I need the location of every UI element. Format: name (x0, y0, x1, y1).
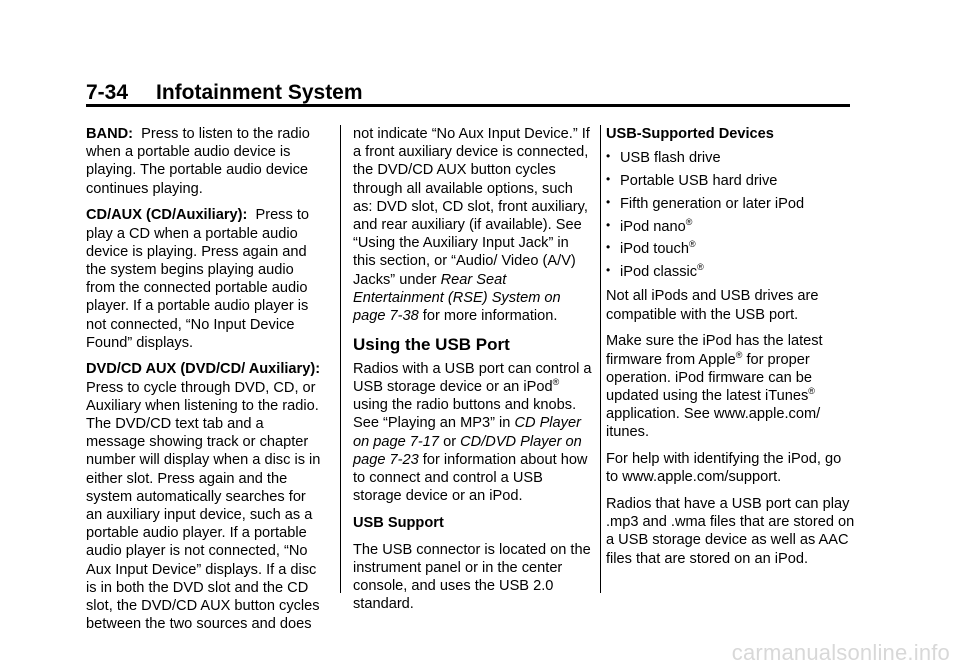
bullet-icon: • (606, 194, 611, 209)
dvd-text: Press to cycle through DVD, CD, or Auxiliary when listening to the radio. The DVD/CD text tab and a message showing track or chapter number will display when a disc is in either slot. Press again and the system automatically searches for an auxiliary input device, such as a portable audio player. If a portable audio player is not connected, “No Aux Input Device” displays. If a disc is in both the DVD slot and the CD slot, the DVD/CD AUX button cycles between the two sources and does (86, 379, 321, 633)
list-item-text: Portable USB hard drive (620, 173, 778, 189)
continued-paragraph (353, 125, 593, 325)
cdaux-label: CD/AUX (CD/Auxiliary): (86, 207, 248, 224)
continued-text: not indicate “No Aux Input Device.” If a front auxiliary device is connected, the DVD/CD AUX button cycles through all available options, such as: DVD slot, CD slot, front auxiliary, and rear auxiliary (if available). See “Using the Auxiliary Input Jack” in this section, or “Audio/ Video (A/V) Jacks” under (353, 126, 590, 288)
list-item (606, 240, 856, 258)
column-1 (86, 125, 326, 642)
dvd-paragraph (86, 360, 326, 633)
registered-mark: ® (685, 216, 693, 227)
usb-support-heading: USB Support (353, 514, 444, 531)
usb-or: or (443, 433, 457, 450)
firmware-text-a: Make sure the iPod has the latest firmware from Apple (606, 333, 823, 368)
usb-devices-list (606, 149, 856, 281)
cdaux-text: Press to play a CD when a portable audio device is playing. Press again and the system begins playing audio from the connected portable audio player. If a portable audio player is not connected, “No Input Device Found” displays. (86, 207, 309, 351)
column-2 (353, 125, 593, 622)
registered-mark: ® (688, 239, 696, 250)
usb-text-a: Radios with a USB port can control a USB storage device or an iPod (353, 360, 592, 395)
page-header (86, 80, 850, 106)
bullet-icon: • (606, 217, 611, 232)
page-number: 7-34 (86, 81, 129, 104)
usb-port-heading: Using the USB Port (353, 334, 510, 354)
usb-support-paragraph: The USB connector is located on the instrument panel or in the center console, and uses the USB 2.0 standard. (353, 541, 591, 613)
registered-mark: ® (552, 376, 560, 387)
watermark: carmanualsonline.info (731, 640, 950, 665)
column-divider-2 (600, 125, 601, 593)
continued-text-end: for more information. (422, 308, 558, 325)
cdaux-paragraph (86, 206, 326, 352)
bullet-icon: • (606, 149, 611, 164)
bullet-icon: • (606, 240, 611, 255)
list-item-text: iPod touch (620, 241, 689, 258)
firmware-paragraph (606, 332, 856, 441)
band-paragraph (86, 125, 326, 198)
cd-player-reference-link[interactable]: CD Player on page 7-17 (353, 415, 581, 450)
usb-devices-heading: USB-Supported Devices (606, 126, 774, 142)
firmware-text-c: application. See www.apple.com/ itunes. (606, 406, 821, 441)
list-item-text: iPod classic (620, 264, 698, 281)
registered-mark: ® (697, 262, 704, 273)
column-divider-1 (340, 125, 341, 593)
section-title: Infotainment System (156, 81, 363, 104)
firmware-text-b: for proper operation. iPod firmware can be updated using the latest iTunes (606, 351, 813, 404)
list-item (606, 195, 856, 213)
usb-port-paragraph (353, 360, 593, 506)
registered-mark: ® (735, 349, 743, 360)
bullet-icon: • (606, 263, 611, 278)
band-label: BAND: (86, 126, 134, 142)
dvd-player-reference-link[interactable]: CD/DVD Player on page 7-23 (353, 433, 582, 468)
usb-text-b: using the radio buttons and knobs. See “Playing an MP3” in (353, 397, 577, 432)
list-item-text: Fifth generation or later iPod (620, 195, 805, 212)
compatibility-paragraph: Not all iPods and USB drives are compatible with the USB port. (606, 288, 819, 323)
registered-mark: ® (808, 385, 815, 396)
bullet-icon: • (606, 172, 611, 186)
list-item-text: iPod nano (620, 218, 686, 235)
list-item-text: USB flash drive (620, 150, 721, 167)
list-item (606, 172, 856, 190)
dvd-label: DVD/CD AUX (DVD/CD/ Auxiliary): (86, 361, 321, 378)
rse-reference-link[interactable]: Rear Seat Entertainment (RSE) System on page 7-38 (353, 271, 561, 325)
list-item (606, 218, 856, 236)
column-3 (606, 125, 856, 576)
usb-text-c: for information about how to connect and control a USB storage device or an iPod. (353, 451, 588, 505)
list-item (606, 149, 856, 167)
file-types-paragraph: Radios that have a USB port can play .mp3 and .wma files that are stored on a USB storage device as well as AAC files that are stored on an iPod. (606, 495, 855, 567)
list-item (606, 263, 856, 281)
header-rule (86, 104, 850, 107)
band-text: Press to listen to the radio when a portable audio device is playing. The portable audio device continues playing. (86, 126, 310, 197)
support-paragraph: For help with identifying the iPod, go to www.apple.com/support. (606, 451, 842, 486)
